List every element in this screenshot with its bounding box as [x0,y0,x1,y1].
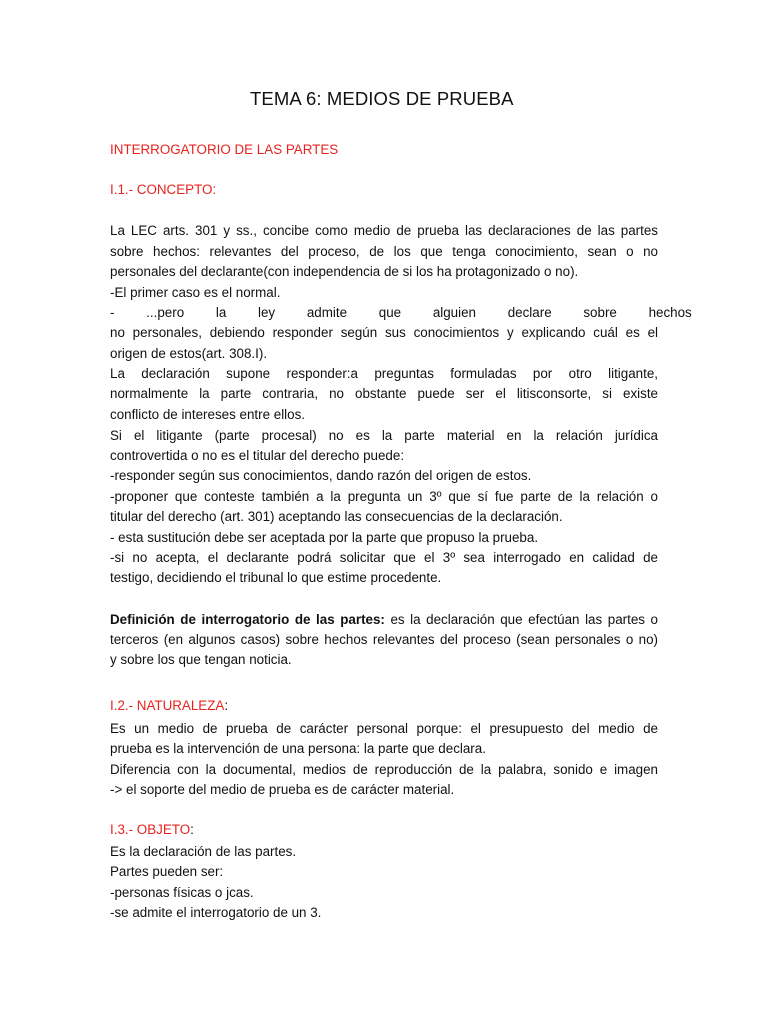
paragraph-line: -> el soporte del medio de prueba es de carácter material. [110,782,455,797]
paragraph-line: -El primer caso es el normal. [110,285,281,300]
paragraph-line: origen de estos(art. 308.I). [110,346,268,361]
paragraph-line: Si el litigante (parte procesal) no es la parte material en la relación jurídica [110,428,658,443]
section-heading: INTERROGATORIO DE LAS PARTES [110,142,339,157]
paragraph-line: conflicto de intereses entre ellos. [110,407,306,422]
paragraph-line: La LEC arts. 301 y ss., concibe como medio de prueba las declaraciones de las partes [110,223,658,238]
paragraph-line: personales del declarante(con independencia de si los ha protagonizado o no). [110,264,579,279]
paragraph-line: Partes pueden ser: [110,864,224,879]
subsection-heading-concepto: I.1.- CONCEPTO: [110,182,217,197]
paragraph-line: testigo, decidiendo el tribunal lo que estime procedente. [110,570,442,585]
subsection-label: I.2.- NATURALEZA [110,698,225,713]
subsection-heading-naturaleza [110,698,228,713]
paragraph-line: prueba es la intervención de una persona: la parte que declara. [110,741,486,756]
subsection-colon: : [224,698,229,713]
paragraph-line: - esta sustitución debe ser aceptada por la parte que propuso la prueba. [110,530,539,545]
definition-term: Definición de interrogatorio de las partes [110,612,381,627]
paragraph-line: no personales, debiendo responder según sus conocimientos y explicando cuál es el [110,325,658,340]
paragraph-line: sobre hechos: relevantes del proceso, de los que tenga conocimiento, sean o no [110,244,658,259]
paragraph-line: -personas físicas o jcas. [110,885,254,900]
subsection-label: I.3.- OBJETO [110,822,191,837]
paragraph-line: La declaración supone responder:a preguntas formuladas por otro litigante, [110,366,658,381]
definition-term-colon: : [380,612,385,627]
paragraph-line: -se admite el interrogatorio de un 3. [110,905,322,920]
paragraph-line: Es un medio de prueba de carácter personal porque: el presupuesto del medio de [110,721,658,736]
subsection-colon: : [190,822,194,837]
paragraph-line: normalmente la parte contraria, no obstante puede ser el litisconsorte, si existe [110,386,658,401]
paragraph-line: Diferencia con la documental, medios de reproducción de la palabra, sonido e imagen [110,762,658,777]
definition-text: es la declaración que efectúan las partes o [384,612,658,627]
subsection-heading-objeto [110,822,194,837]
paragraph-line: controvertida o no es el titular del derecho puede: [110,448,405,463]
definition-line: terceros (en algunos casos) sobre hechos relevantes del proceso (sean personales o no) [110,632,658,647]
paragraph-line: Es la declaración de las partes. [110,844,297,859]
paragraph-line: -responder según sus conocimientos, dando razón del origen de estos. [110,468,532,483]
paragraph-line: -si no acepta, el declarante podrá solicitar que el 3º sea interrogado en calidad de [110,550,658,565]
page-title: TEMA 6: MEDIOS DE PRUEBA [250,88,514,109]
definition-line-first [110,610,658,630]
paragraph-line: titular del derecho (art. 301) aceptando las consecuencias de la declaración. [110,509,563,524]
paragraph-line: - ...pero la ley admite que alguien declare sobre hechos [110,305,692,320]
definition-line: y sobre los que tengan noticia. [110,652,292,667]
paragraph-line: -proponer que conteste también a la pregunta un 3º que sí fue parte de la relación o [110,489,658,504]
